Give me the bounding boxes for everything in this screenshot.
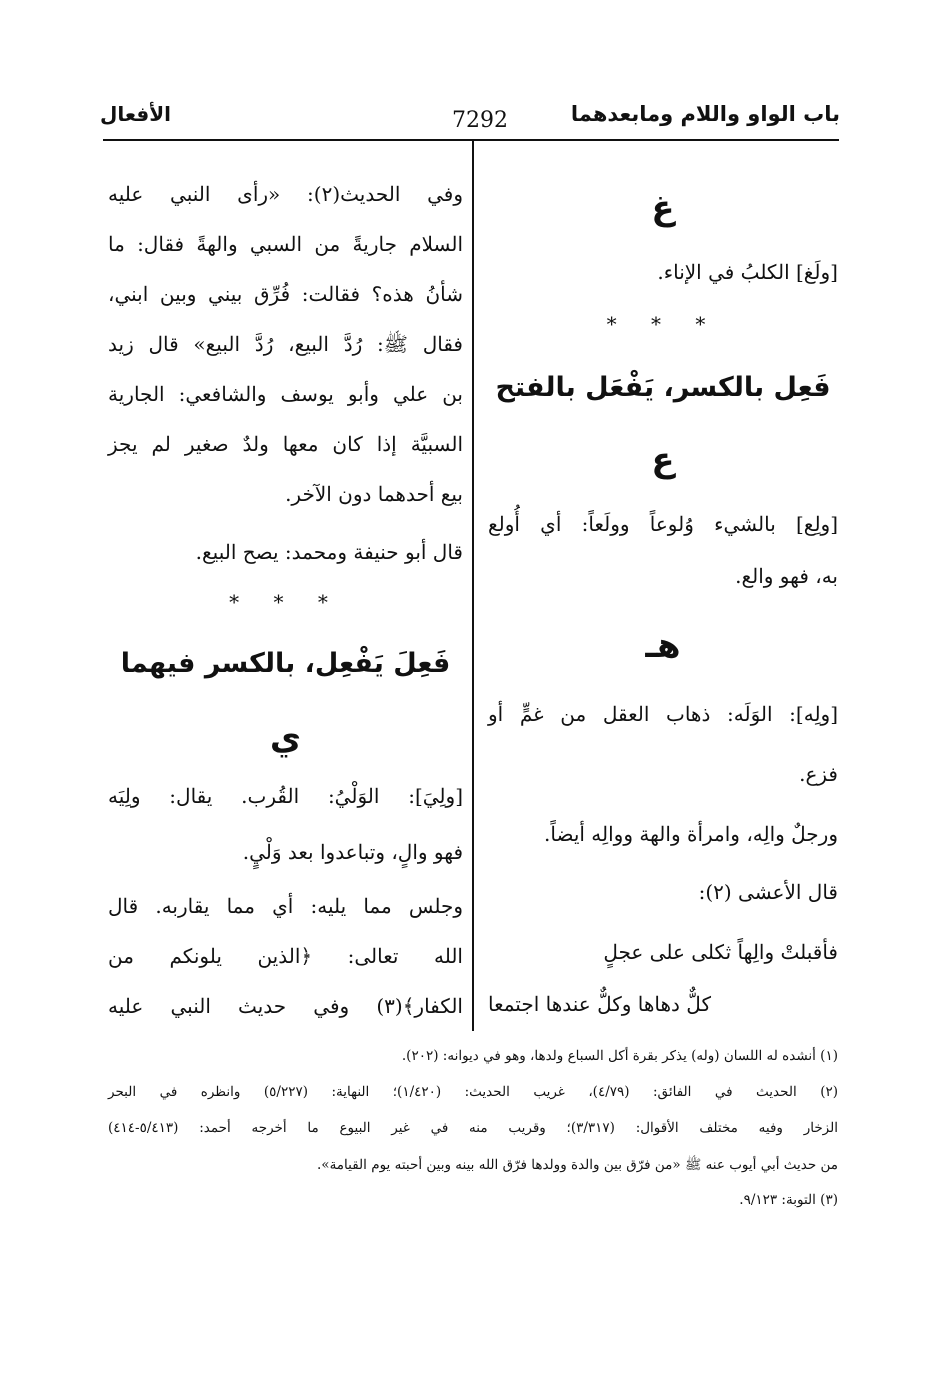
letter-heading-ya: ي [269,718,302,758]
verse-hemistich-1: فأقبلتْ والِهاً ثكلى على عجلٍ [603,940,838,964]
hadith-line: شأنُ هذه؟ فقالت: فُرِّق بيني وبين ابني، [108,282,463,306]
footnote-3: (٣) التوبة: ٩/١٢٣. [739,1192,838,1208]
column-divider [472,141,474,1031]
entry-walia-line2: به، فهو والع. [735,564,838,588]
separator-stars: * * * [229,590,342,614]
entry-waliha-line2: فزع. [799,762,838,786]
entry-jalas-line: وجلس مما يليه: أي مما يقاربه. قال [108,894,463,918]
hadith-line: بن علي وأبو يوسف والشافعي: الجارية [108,382,463,406]
hadith-line: بيع أحدهما دون الآخر. [285,482,463,506]
entry-jalas-line: الكفار﴾(٣) وفي حديث النبي عليه [108,994,463,1018]
entry-rajul: ورجلٌ والِه، وامرأة والهة ووالِه أيضاً. [544,822,838,846]
letter-heading-ghain: غ [651,188,675,228]
letter-heading-ha: هـ [645,626,681,666]
abu-hanifa-opinion: قال أبو حنيفة ومحمد: يصح البيع. [195,540,463,564]
footnote-1: (١) أنشده له اللسان (وله) يذكر بقرة أكل السباع ولدها، وهو في ديوانه: (٢٠٢). [401,1048,838,1064]
footnote-2-line3: من حديث أبي أيوب عنه ﷺ «من فرّق بين والدة وولدها فرّق الله بينه وبين أحبته يوم القيامة». [317,1157,838,1173]
entry-wali-line: فهو والٍ، وتباعدوا بعد وَلْيٍ. [242,840,463,864]
entry-walagha: [ولَغ] الكلبُ في الإناء. [657,260,838,284]
footnote-2-line2: الزخار وفيه مختلف الأقوال: (٣/٣١٧)؛ وقريب منه في غير البيوع ما أخرجه أحمد: (٥/٤١٣-٤١٤) [108,1120,838,1136]
entry-wali-line: [ولِيَ]: الوَلْيُ: القُرب. يقال: ولِيَه [108,784,463,808]
section-title: فَعِلَ يَفْعِل، بالكسر فيهما [120,648,451,679]
footnote-2-line1: (٢) الحديث في الفائق: (٤/٧٩)، غريب الحديث: (١/٤٢٠)؛ النهاية: (٥/٢٢٧) وانظره في البحر [108,1084,839,1100]
chapter-title: باب الواو واللام ومابعدهما [570,102,840,126]
hadith-line: فقال ﷺ: رُدَّ البيع، رُدَّ البيع» قال زيد [108,332,463,356]
section-title: فَعِل بالكسر، يَفْعَل بالفتح [495,372,831,403]
entry-walia-line1: [ولِع] بالشيء وُلوعاً وولَعاً: أي أُولع [488,512,838,536]
page-header [100,100,840,140]
section-label: الأفعال [100,102,171,126]
header-rule [103,139,839,141]
separator-stars: * * * [606,312,720,336]
page-number: 7292 [452,108,508,133]
hadith-line: السلام جاريةً من السبي والهةً فقال: ما [108,232,463,256]
verse-hemistich-2: كلٌّ دهاها وكلٌّ عندها اجتمعا [488,992,711,1016]
hadith-line: السبيَّة إذا كان معها ولدٌ صغير لم يجز [108,432,463,456]
letter-heading-ain: ع [651,440,675,480]
entry-waliha-line1: [ولِه]: الوَلَه: ذهاب العقل من غمٍّ أو [488,702,838,726]
poet-attribution: قال الأعشى (٢): [698,880,838,904]
entry-jalas-line: الله تعالى: ﴿الذين يلونكم من [108,944,463,968]
hadith-line: وفي الحديث(٢): «رأى النبي عليه [108,182,464,206]
